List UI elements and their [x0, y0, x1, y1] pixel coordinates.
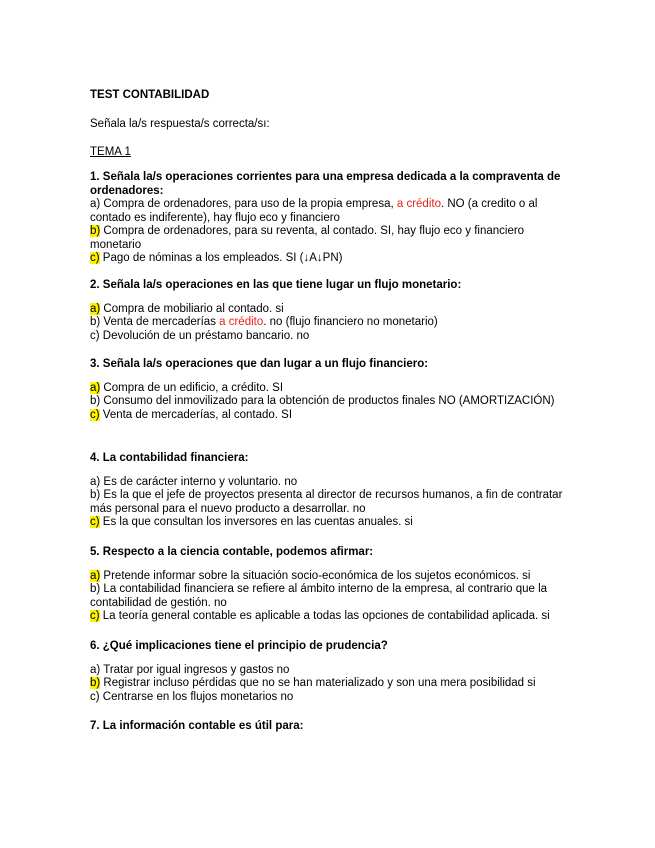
answer-option: [90, 476, 570, 490]
option-letter: a): [90, 569, 101, 582]
answer-option: [90, 610, 570, 624]
question-title: 4. La contabilidad financiera:: [90, 452, 249, 464]
question-title: 2. Señala la/s operaciones en las que tiene lugar un flujo monetario:: [90, 279, 462, 291]
answer-option: [90, 516, 570, 530]
answer-option: [90, 677, 570, 691]
option-letter: c): [90, 252, 100, 264]
question-block: [90, 640, 570, 704]
answer-option: [90, 664, 570, 678]
option-text: Compra de un edificio, a crédito. SI: [100, 381, 284, 394]
answer-option: [90, 316, 570, 330]
option-letter: b): [90, 583, 101, 595]
option-text: Registrar incluso pérdidas que no se han materializado y son una mera posibilidad si: [100, 677, 536, 689]
option-letter: c): [90, 610, 100, 622]
option-text: Pretende informar sobre la situación socio-económica de los sujetos económicos. si: [100, 569, 531, 582]
option-text: La teoría general contable es aplicable a todas las opciones de contabilidad aplicada. si: [99, 610, 550, 622]
question-block: [90, 358, 570, 422]
option-letter: a): [90, 663, 101, 676]
option-letter: c): [90, 329, 100, 342]
option-text-end: . NO (a credito o al contado es indiferente), hay flujo eco y financiero: [90, 198, 538, 224]
answer-option: [90, 225, 570, 252]
option-text: Tratar por igual ingresos y gastos no: [100, 663, 290, 676]
question-block: [90, 546, 570, 624]
option-letter: b): [90, 489, 101, 501]
option-letter: c): [90, 408, 100, 421]
question-title: 3. Señala la/s operaciones que dan lugar a un flujo financiero:: [90, 358, 429, 370]
question-title: 5. Respecto a la ciencia contable, podemos afirmar:: [90, 546, 374, 558]
option-text-end: . no (flujo financiero no monetario): [263, 316, 438, 328]
option-letter: c): [90, 516, 100, 528]
question-block: [90, 171, 570, 266]
option-text: Venta de mercaderías: [100, 316, 220, 328]
question-title: 1. Señala la/s operaciones corrientes para una empresa dedicada a la compraventa de ordenadores:: [90, 171, 561, 197]
option-letter: b): [90, 395, 101, 407]
document-title: TEST CONTABILIDAD: [90, 89, 210, 101]
option-letter: a): [90, 475, 101, 488]
question-block: [90, 452, 570, 530]
option-text: Centrarse en los flujos monetarios no: [99, 690, 294, 703]
option-text-red: a crédito: [219, 316, 264, 328]
option-letter: b): [90, 316, 101, 328]
question-title: 7. La información contable es útil para:: [90, 720, 304, 732]
option-letter: b): [90, 225, 101, 237]
option-letter: c): [90, 690, 100, 703]
answer-option: [90, 583, 570, 610]
instructions: Señala la/s respuesta/s correcta/sı:: [90, 118, 270, 130]
option-text: Es la que el jefe de proyectos presenta al director de recursos humanos, a fin de contratar más personal para el nuevo producto a desarrollar. no: [90, 489, 563, 515]
answer-option: [90, 691, 570, 705]
answer-option: [90, 409, 570, 423]
answer-option: [90, 382, 570, 396]
option-text: Consumo del inmovilizado para la obtención de productos finales NO (AMORTIZACIÓN): [100, 395, 555, 407]
tema-heading: TEMA 1: [90, 146, 131, 158]
option-text-red: a crédito: [396, 198, 441, 210]
option-letter: b): [90, 677, 101, 689]
option-letter: a): [90, 381, 101, 394]
option-letter: a): [90, 198, 101, 210]
option-text: Compra de ordenadores, para uso de la propia empresa,: [100, 198, 397, 210]
option-text: La contabilidad financiera se refiere al ámbito interno de la empresa, al contrario que la contabilidad de gestión. no: [90, 583, 548, 609]
question-block: [90, 279, 570, 343]
question-block: [90, 720, 570, 734]
option-text: Compra de ordenadores, para su reventa, al contado. SI, hay flujo eco y financiero monetario: [90, 225, 525, 251]
option-text: Es la que consultan los inversores en las cuentas anuales. si: [99, 516, 413, 528]
option-text: Es de carácter interno y voluntario. no: [100, 475, 298, 488]
answer-option: [90, 198, 570, 225]
option-text: Compra de mobiliario al contado. si: [100, 302, 284, 315]
answer-option: [90, 570, 570, 584]
answer-option: [90, 330, 570, 344]
option-text: Venta de mercaderías, al contado. SI: [99, 408, 293, 421]
option-letter: a): [90, 302, 101, 315]
option-text: Pago de nóminas a los empleados. SI (↓A↓PN): [99, 252, 343, 264]
answer-option: [90, 489, 570, 516]
option-text: Devolución de un préstamo bancario. no: [99, 329, 310, 342]
answer-option: [90, 395, 570, 409]
question-title: 6. ¿Qué implicaciones tiene el principio de prudencia?: [90, 640, 388, 652]
answer-option: [90, 252, 570, 266]
answer-option: [90, 303, 570, 317]
